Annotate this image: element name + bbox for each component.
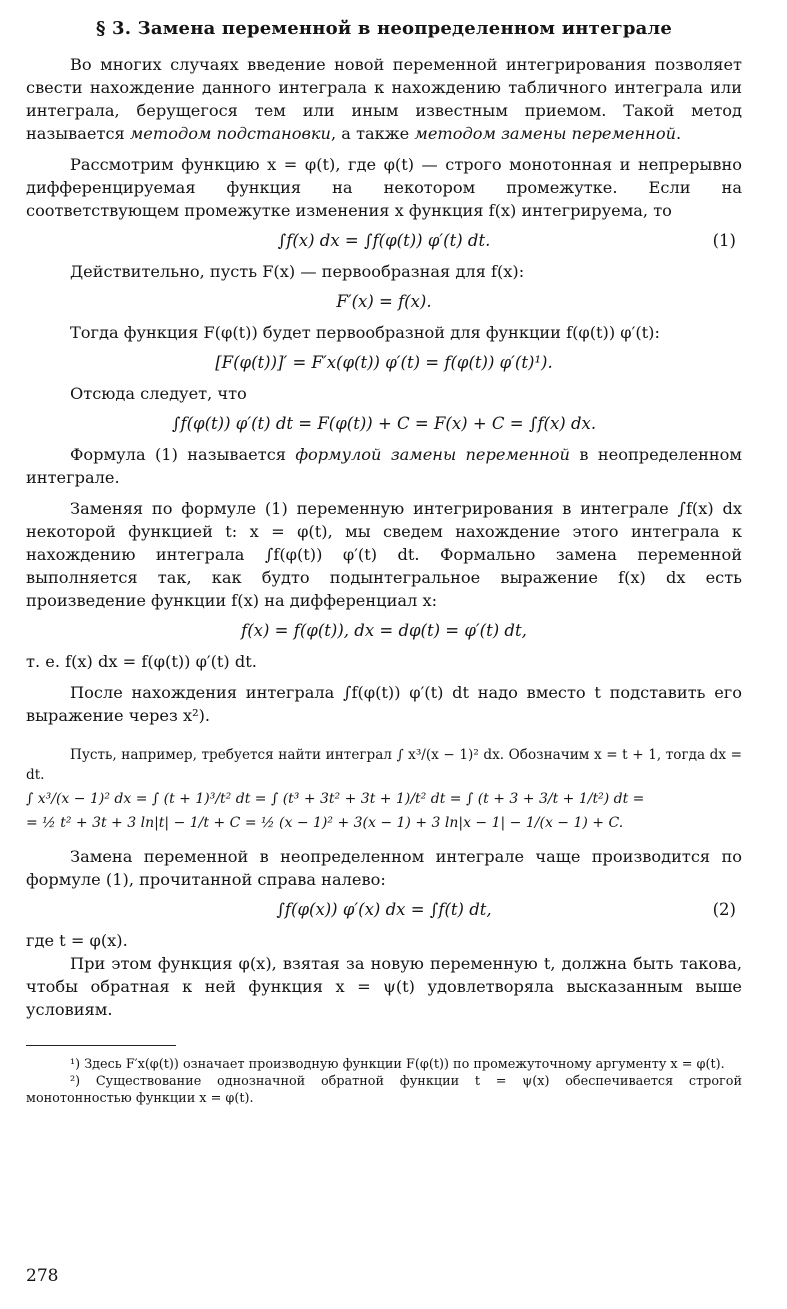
footnotes — [26, 1056, 742, 1107]
formula-differential: f(x) = f(φ(t)), dx = dφ(t) = φ′(t) dt, — [241, 621, 527, 640]
paragraph-after: После нахождения интеграла ∫f(φ(t)) φ′(t) dt надо вместо t подставить его выражение через x²). — [26, 683, 742, 725]
footnote-1: ¹) Здесь F′x(φ(t)) означает производную функции F(φ(t)) по промежуточному аргументу x = φ(t). — [70, 1057, 725, 1072]
formula-name-text-a: Формула (1) называется — [70, 445, 296, 464]
paragraph-hence: Отсюда следует, что — [70, 384, 247, 403]
paragraph-then: Тогда функция F(φ(t)) будет первообразной для функции f(φ(t)) φ′(t): — [70, 323, 660, 342]
formula-result: ∫f(φ(t)) φ′(t) dt = F(φ(t)) + C = F(x) + C = ∫f(x) dx. — [171, 414, 597, 433]
intro-text-a: Во многих случаях введение новой переменной интегрирования позволяет свести нахождение данного интеграла к нахождению табличного интеграла или интеграла, берущегося тем или иным известным приемом. Такой метод называется — [26, 55, 742, 143]
example-line-1: ∫ x³/(x − 1)² dx = ∫ (t + 1)³/t² dt = ∫ (t³ + 3t² + 3t + 1)/t² dt = ∫ (t + 3 + 3/t + 1/t²) dt = — [26, 791, 645, 807]
section-title: § 3. Замена переменной в неопределенном интеграле — [95, 18, 673, 39]
paragraph-condition: При этом функция φ(x), взятая за новую переменную t, должна быть такова, чтобы обратная к ней функция x = ψ(t) удовлетворяла высказанным выше условиям. — [26, 954, 742, 1019]
formula-2-number: (2) — [712, 900, 736, 919]
page-body — [26, 18, 742, 1107]
term-formula-change: формулой замены переменной — [295, 445, 570, 464]
paragraph-consider: Рассмотрим функцию x = φ(t), где φ(t) — строго монотонная и непрерывно дифференцируемая функция на некотором промежутке. Если на соответствующем промежутке изменения x функция f(x) интегрируема, то — [26, 155, 742, 220]
formula-primitive: F′(x) = f(x). — [336, 292, 432, 311]
example-intro: Пусть, например, требуется найти интеграл ∫ x³/(x − 1)² dx. Обозначим x = t + 1, тогда dx = dt. — [26, 747, 742, 783]
footnote-rule — [26, 1045, 176, 1046]
paragraph-ie: т. е. f(x) dx = f(φ(t)) φ′(t) dt. — [26, 652, 257, 671]
paragraph-right-to-left: Замена переменной в неопределенном интеграле чаще производится по формуле (1), прочитанной справа налево: — [26, 847, 742, 889]
formula-2 — [26, 897, 742, 923]
paragraph-intro — [26, 53, 742, 145]
intro-text-b: , а также — [330, 124, 415, 143]
formula-1-text: ∫f(x) dx = ∫f(φ(t)) φ′(t) dt. — [277, 231, 491, 250]
term-variable-change: методом замены переменной — [414, 124, 677, 143]
page-number: 278 — [26, 1266, 59, 1286]
formula-1-number: (1) — [712, 231, 736, 250]
paragraph-replacing: Заменяя по формуле (1) переменную интегрирования в интеграле ∫f(x) dx некоторой функцией t: x = φ(t), мы сведем нахождение этого интеграла к нахождению интеграла ∫f(φ(t)) φ′(t) dt. Формально замена переменной выполняется так, как будто подынтегральное выражение f(x) dx есть произведение функции f(x) на дифференциал x: — [26, 499, 742, 610]
formula-derivative: [F(φ(t))]′ = F′x(φ(t)) φ′(t) = f(φ(t)) φ′(t)¹). — [215, 353, 553, 372]
footnote-2: ²) Существование однозначной обратной функции t = ψ(x) обеспечивается строгой монотонностью функции x = φ(t). — [26, 1074, 742, 1106]
paragraph-formula-name — [26, 443, 742, 489]
example-block — [26, 745, 742, 833]
intro-text-c: . — [676, 124, 682, 143]
example-line-2: = ½ t² + 3t + 3 ln|t| − 1/t + C = ½ (x − 1)² + 3(x − 1) + 3 ln|x − 1| − 1/(x − 1) + C. — [26, 815, 624, 831]
term-substitution: методом подстановки — [129, 124, 331, 143]
formula-1 — [26, 228, 742, 254]
paragraph-where: где t = φ(x). — [26, 931, 128, 950]
formula-name-text-b: в неопределенном интеграле. — [26, 445, 742, 487]
formula-2-text: ∫f(φ(x)) φ′(x) dx = ∫f(t) dt, — [276, 900, 492, 919]
paragraph-indeed: Действительно, пусть F(x) — первообразная для f(x): — [70, 262, 525, 281]
